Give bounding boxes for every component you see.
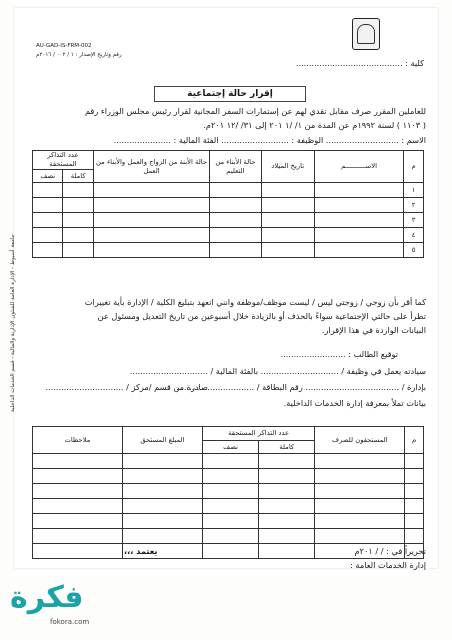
- side-text: جامعة أسيوط - الإدارة العامة للشئون الإدارية والمالية - قسم الخدمات الداخلية: [10, 234, 16, 412]
- col2-half: نصف: [202, 441, 258, 454]
- col-name: الاســــــــــم: [315, 151, 404, 183]
- university-logo: [352, 18, 380, 50]
- form-title: إقرار حالة إجتماعية: [154, 86, 306, 102]
- office-note: بيانات تملأ بمعرفة إدارة الخدمات الداخلية.: [283, 398, 426, 408]
- issue-number: رقم وتاريخ الإصدار : ١ / ٠٠٢ / ٢٠١٦م: [36, 52, 122, 58]
- name-job-line: الاسم : ............................ الوظيفة : .......................... الفئة المالية : ......................: [113, 135, 426, 145]
- watermark-logo: [10, 578, 140, 628]
- col-num: م: [404, 151, 424, 183]
- job-line: سيادته يعمل في وظيفة / .............................. بالفئة المالية / ..............................: [129, 366, 426, 376]
- col-full: كاملة: [63, 170, 93, 183]
- col2-full: كاملة: [259, 441, 315, 454]
- table-row: ٥: [33, 243, 424, 258]
- col-birth: تاريخ الميلاد: [261, 151, 314, 183]
- col2-num: م: [405, 427, 424, 454]
- col2-amount: المبلغ المستحق: [122, 427, 202, 454]
- college-field: كلية : .........................................: [295, 58, 424, 68]
- watermark-site: fokora.com: [50, 618, 90, 626]
- col2-notes: ملاحظات: [33, 427, 123, 454]
- applicant-signature: توقيع الطالب : .........................: [280, 349, 398, 359]
- col2-tickets: عدد التذاكر المستحقة: [202, 427, 314, 441]
- declaration-line-2: تطرأ على حالتي الإجتماعية سواءً بالحذف أو بالزيادة خلال أسبوعين من تاريخ التعديل ومسئول عن: [97, 311, 426, 321]
- intro-line-1: للعاملين المقرر صرف مقابل نقدي لهم عن إستمارات السفر المجانية لقرار رئيس مجلس الوزراء رقم: [84, 106, 426, 116]
- table-row: ٤: [33, 228, 424, 243]
- table-row: [33, 529, 424, 544]
- col-tickets: عدد التذاكر المستحقة: [33, 151, 94, 170]
- table-row: ٢: [33, 198, 424, 213]
- approve-label: يعتمد ،،،: [124, 546, 158, 556]
- watermark-brand: فكرة: [10, 580, 84, 615]
- payment-table: [32, 426, 424, 559]
- table-row: [33, 484, 424, 499]
- document-page: [10, 8, 438, 570]
- col2-beneficiaries: المستحقون للصرف: [315, 427, 405, 454]
- department-line: بإدارة / .................................... رقم البطاقة / ..............................: [176, 382, 426, 392]
- family-table: [32, 150, 424, 258]
- table-row: [33, 454, 424, 469]
- table-row: ١: [33, 183, 424, 198]
- table-row: [33, 499, 424, 514]
- col-half: نصف: [33, 170, 63, 183]
- issue-date: تحريراً في : / / ٢٠١م: [354, 546, 426, 556]
- general-services-label: إدارة الخدمات العامة :: [350, 560, 426, 570]
- table-row: ٣: [33, 213, 424, 228]
- form-code: AU-GAD-IS-FRM-002: [36, 43, 92, 49]
- issued-from-line: صادرة من قسم /مركز / ..............................: [45, 382, 208, 392]
- declaration-line-3: البيانات الواردة في هذا الإقرار.: [321, 325, 426, 335]
- col-education: حالة الأبناء من التعليم: [210, 151, 261, 183]
- declaration-line-1: كما أقر بأن زوجي / زوجتي ليس / ليست موظف/موظفة وانني اتعهد بتبليغ الكلية / الإدارة بأية تغييرات: [84, 297, 426, 307]
- col-marriage: حالة الأبنة من الزواج والعمل والأبناء من العمل: [93, 151, 209, 183]
- intro-line-2: ( ١١٠٣ ) لسنة ١٩٩٢م عن المدة من ١/ /١ ٢٠١ إلى ٣١/ /١٢ ٢٠١م.: [203, 120, 426, 130]
- table-row: [33, 469, 424, 484]
- table-row: [33, 514, 424, 529]
